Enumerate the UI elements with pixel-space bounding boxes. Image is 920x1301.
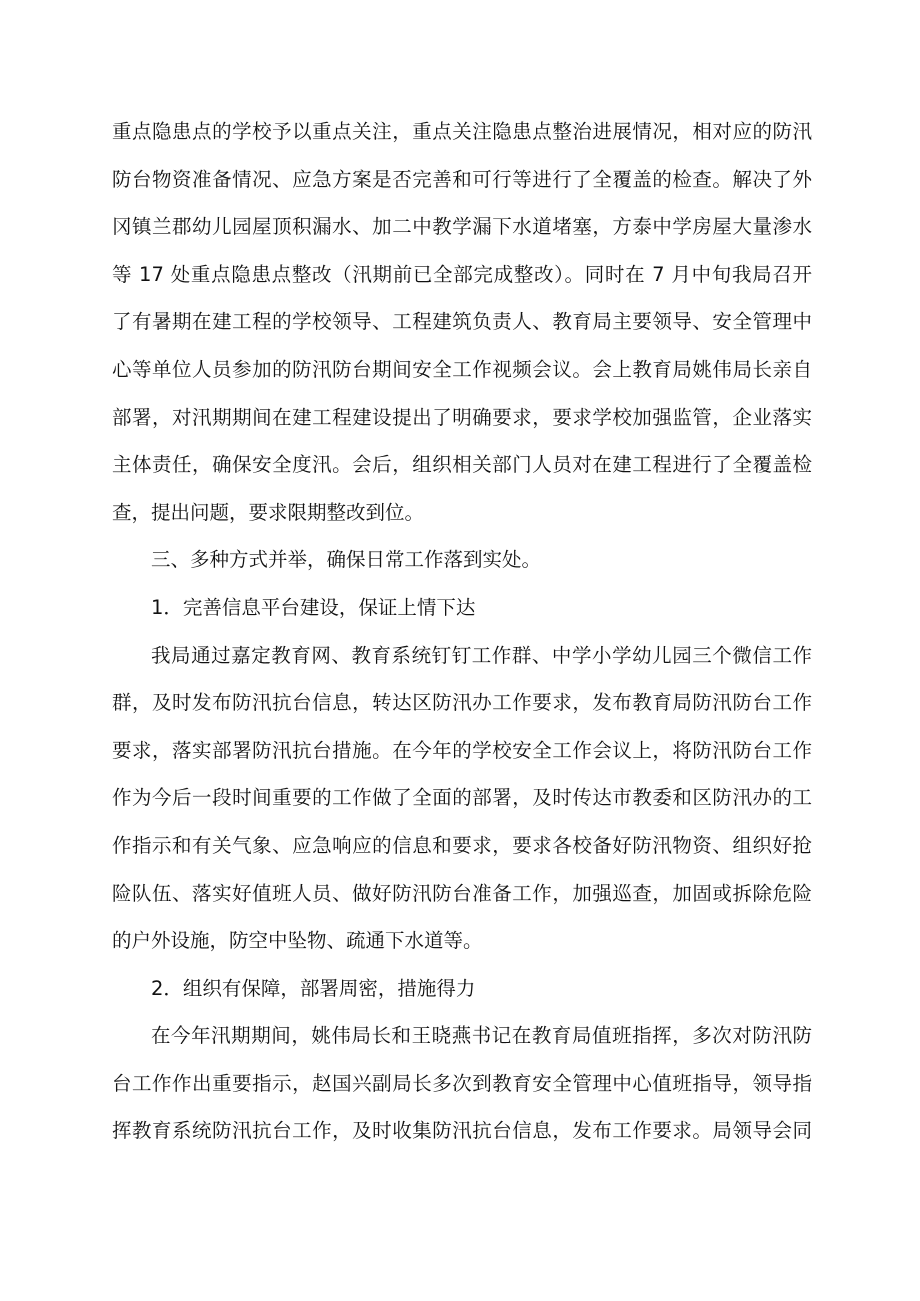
paragraph-line: 挥教育系统防汛抗台工作，及时收集防汛抗台信息，发布工作要求。局领导会同 <box>112 1119 812 1143</box>
paragraph-line: 了有暑期在建工程的学校领导、工程建筑负责人、教育局主要领导、安全管理中 <box>112 310 812 334</box>
paragraph-line: 主体责任，确保安全度汛。会后，组织相关部门人员对在建工程进行了全覆盖检 <box>112 453 812 477</box>
paragraph-line: 重点隐患点的学校予以重点关注，重点关注隐患点整治进展情况，相对应的防汛 <box>112 120 812 143</box>
subsection-heading: 1．完善信息平台建设，保证上情下达 <box>151 595 476 619</box>
paragraph-line: 等 17 处重点隐患点整改（汛期前已全部完成整改）。同时在 7 月中旬我局召开 <box>112 262 812 286</box>
paragraph-line: 查，提出问题，要求限期整改到位。 <box>112 500 425 524</box>
paragraph-line: 在今年汛期期间，姚伟局长和王晓燕书记在教育局值班指挥，多次对防汛防 <box>151 1024 812 1048</box>
subsection-heading: 2．组织有保障，部署周密，措施得力 <box>151 976 476 1000</box>
paragraph-line: 防台物资准备情况、应急方案是否完善和可行等进行了全覆盖的检查。解决了外 <box>112 167 812 191</box>
paragraph-line: 台工作作出重要指示，赵国兴副局长多次到教育安全管理中心值班指导，领导指 <box>112 1071 812 1095</box>
paragraph-line: 险队伍、落实好值班人员、做好防汛防台准备工作，加强巡查，加固或拆除危险 <box>112 881 812 905</box>
paragraph-line: 心等单位人员参加的防汛防台期间安全工作视频会议。会上教育局姚伟局长亲自 <box>112 357 812 381</box>
paragraph-line: 的户外设施，防空中坠物、疏通下水道等。 <box>112 929 483 953</box>
paragraph-line: 部署，对汛期期间在建工程建设提出了明确要求，要求学校加强监管，企业落实 <box>112 405 812 429</box>
paragraph-line: 群，及时发布防汛抗台信息，转达区防汛办工作要求，发布教育局防汛防台工作 <box>112 691 812 715</box>
document-body <box>112 108 812 1155</box>
paragraph-line: 作为今后一段时间重要的工作做了全面的部署，及时传达市教委和区防汛办的工 <box>112 786 812 810</box>
paragraph-line: 要求，落实部署防汛抗台措施。在今年的学校安全工作会议上，将防汛防台工作 <box>112 738 812 762</box>
section-heading: 三、多种方式并举，确保日常工作落到实处。 <box>151 548 542 572</box>
paragraph-line: 作指示和有关气象、应急响应的信息和要求，要求各校备好防汛物资、组织好抢 <box>112 833 812 857</box>
paragraph-line: 冈镇兰郡幼儿园屋顶积漏水、加二中教学漏下水道堵塞，方泰中学房屋大量渗水 <box>112 215 812 239</box>
paragraph-line: 我局通过嘉定教育网、教育系统钉钉工作群、中学小学幼儿园三个微信工作 <box>151 643 812 667</box>
